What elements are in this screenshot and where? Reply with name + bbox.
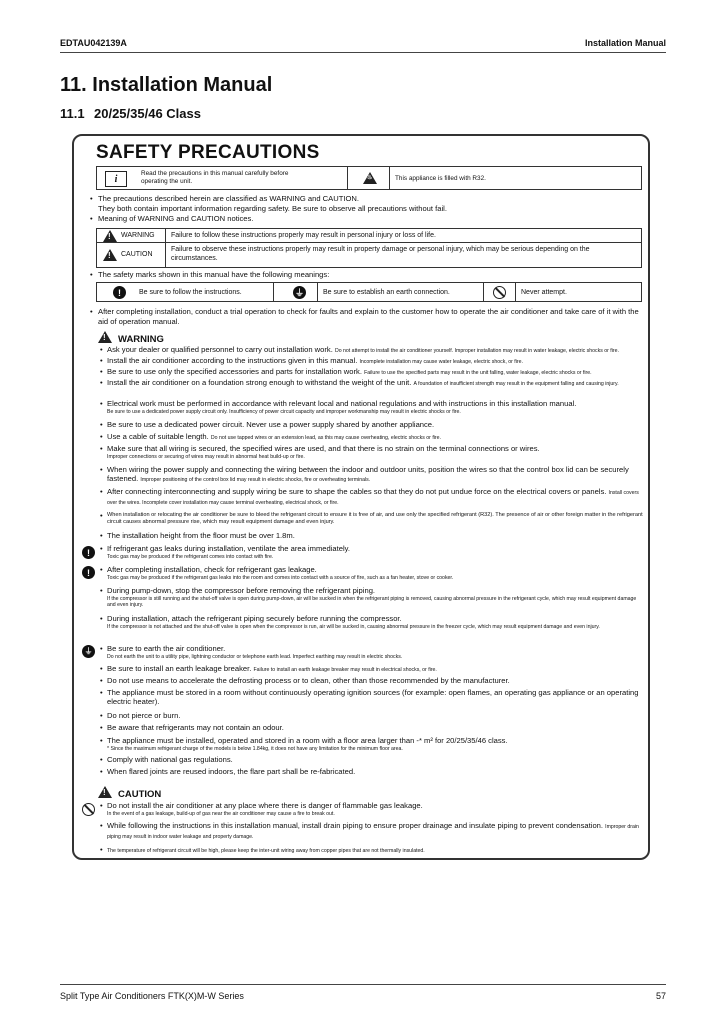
bullet-item: They both contain important information regarding safety. Be sure to observe all precautions without fail. [98, 204, 447, 213]
caution-item: • While following the instructions in this installation manual, install drain piping to ensure proper drainage and insulate piping to prevent condensation. Improper drain piping may result in indoor water leakage and property damage. [100, 821, 639, 840]
warning-item: • Install the air conditioner according to the instructions given in this manual. Incomplete installation may cause water leakage, electric shock, or fire. [100, 356, 523, 365]
safety-title: SAFETY PRECAUTIONS [96, 142, 320, 163]
warning-item: • Ask your dealer or qualified personnel to carry out installation work. Do not attempt to install the air conditioner yourself. Improper installation may result in water leakage, electric shocks or fire. [100, 345, 619, 354]
page-title: 11. Installation Manual [60, 74, 273, 96]
warning-item: • Make sure that all wiring is secured, the specified wires are used, and that there is no strain on the terminal connections or wires. Improper connections or securing of wires may result in abnormal heat build-up or fire. [100, 444, 540, 460]
bullet-item: • The precautions described herein are classified as WARNING and CAUTION. [90, 194, 359, 203]
warning-item: • When installation or relocating the air conditioner be sure to bleed the refrigerant circuit to ensure it is free of air, and use only the specified refrigerant (R32). The presence of air or other foreign matter in the refrigerant circuit causes abnormal pressure rise, which may result equipment damage and even injury. [100, 511, 643, 525]
section-number: 11.1 [60, 106, 85, 121]
r32-text: This appliance is filled with R32. [395, 175, 486, 182]
warning-item: • The appliance must be installed, operated and stored in a room with a floor area larger than -* m² for 20/25/35/46 class. * Since the maximum refrigerant charge of the models is below 1.84kg, it does not have any limitation for the minimum floor area. [100, 736, 508, 752]
warning-item: • Use a cable of suitable length. Do not use tapped wires or an extension lead, as this may cause overheating, electric shocks or fire. [100, 432, 441, 441]
caution-item: • Do not install the air conditioner at any place where there is danger of flammable gas leakage. In the event of a gas leakage, build-up of gas near the air conditioner may cause a fire to break out. [100, 801, 423, 817]
marks-row [96, 282, 642, 302]
earth-icon: ⏚ [294, 288, 304, 298]
section-text: 20/25/35/46 Class [94, 106, 201, 121]
caution-label: CAUTION [121, 251, 153, 258]
caution-meaning: Failure to observe these instructions properly may result in property damage or personal injury, which may be serious depending on the circumstances. [171, 246, 590, 262]
flammable-icon [363, 172, 377, 184]
mark-earth-text: Be sure to establish an earth connection. [323, 289, 450, 296]
warning-icon [98, 331, 112, 343]
warning-item: • If refrigerant gas leaks during installation, ventilate the area immediately. Toxic gas may be produced if the refrigerant comes into contact with fire. [100, 544, 350, 560]
warning-item: • Be aware that refrigerants may not contain an odour. [100, 723, 284, 732]
doc-type: Installation Manual [584, 38, 666, 48]
warning-icon [103, 230, 117, 242]
warning-item: • When flared joints are reused indoors, the flare part shall be re-fabricated. [100, 767, 356, 776]
warning-item: • Be sure to earth the air conditioner. Do not earth the unit to a utility pipe, lightning conductor or telephone earth lead. Imperfect earthing may result in electric shocks. [100, 644, 403, 660]
caution-item: • The temperature of refrigerant circuit will be high, please keep the inter-unit wiring away from copper pipes that are not thermally insulated. [100, 845, 425, 854]
warning-item: • When wiring the power supply and connecting the wiring between the indoor and outdoor units, position the wires so that the control box lid can be securely fastened. Improper positioning of the control box lid may result in electric shocks, fire or overheating terminals. [100, 465, 629, 483]
warning-item: • After completing installation, check for refrigerant gas leakage. Toxic gas may be produced if the refrigerant gas leaks into the room and comes into contact with a source of fire, such as a fan heater, stove or cooker. [100, 565, 454, 581]
prohibited-icon [82, 803, 95, 816]
mark-never-text: Never attempt. [521, 289, 567, 296]
section-title [60, 106, 201, 121]
warning-item: • During installation, attach the refrigerant piping securely before running the compressor. If the compressor is not attached and the shut-off valve is open when the compressor is run, air will be sucked in, causing abnormal pressure in the freezer cycle, which may result equipment damage and even injury. [100, 614, 600, 630]
warning-item: • Install the air conditioner on a foundation strong enough to withstand the weight of the unit. A foundation of insufficient strength may result in the equipment falling and causing injury. [100, 378, 619, 387]
warning-heading: !WARNING [98, 331, 164, 345]
page-header [60, 36, 666, 53]
intro-row [96, 166, 642, 190]
warning-item: • The appliance must be stored in a room without continuously operating ignition sources (for example: open flames, an operating gas appliance or an operating electric heater). [100, 688, 639, 706]
warning-label: WARNING [121, 232, 155, 239]
bullet-item: • The safety marks shown in this manual have the following meanings: [90, 270, 330, 279]
caution-icon [103, 249, 117, 261]
warning-item: • Electrical work must be performed in accordance with relevant local and national regulations and with instructions in this installation manual. Be sure to use a dedicated power supply circuit only. Insufficiency of power circuit capacity and improper workmanship may result in electric shocks or fire. [100, 399, 577, 415]
warning-item: • The installation height from the floor must be over 1.8m. [100, 531, 295, 540]
warning-item: • Comply with national gas regulations. [100, 755, 233, 764]
footer-series: Split Type Air Conditioners FTK(X)M-W Series [60, 991, 244, 1001]
mark-follow-text: Be sure to follow the instructions. [139, 289, 242, 296]
earth-icon: ⏚ [82, 645, 95, 658]
bullet-item: • Meaning of WARNING and CAUTION notices. [90, 214, 254, 223]
book-icon: i [105, 171, 127, 187]
warning-item: • After connecting interconnecting and supply wiring be sure to shape the cables so that they do not put undue force on the electrical covers or panels. Install covers over the wires. Incomplete cover installation may cause terminal overheating, electrical shock, or fire. [100, 487, 639, 506]
read-precautions-text: Read the precautions in this manual carefully before operating the unit. [141, 170, 289, 185]
caution-icon [98, 786, 112, 798]
warning-item: • Be sure to use a dedicated power circuit. Never use a power supply shared by another appliance. [100, 420, 435, 429]
warning-meaning: Failure to follow these instructions properly may result in personal injury or loss of life. [171, 232, 436, 239]
meaning-table [96, 228, 642, 268]
caution-heading: !CAUTION [98, 786, 161, 800]
warning-item: • During pump-down, stop the compressor before removing the refrigerant piping. If the compressor is still running and the shut-off valve is open during pump-down, air will be sucked in when the refrigerant piping is removed, causing abnormal pressure in the refrigerant cycle, which may result equipment damage and even injury. [100, 586, 637, 608]
page-footer [60, 984, 666, 1005]
warning-item: • Be sure to use only the specified accessories and parts for installation work. Failure to use the specified parts may result in the unit falling, water leakage, electric shocks or fire. [100, 367, 592, 376]
mandatory-icon: ! [82, 566, 95, 579]
mandatory-icon: ! [82, 546, 95, 559]
warning-item: • Do not pierce or burn. [100, 711, 181, 720]
doc-id: EDTAU042139A [60, 38, 127, 48]
prohibited-icon [493, 286, 506, 299]
warning-item: • Do not use means to accelerate the defrosting process or to clean, other than those recommended by the manufacturer. [100, 676, 510, 685]
mandatory-icon: ! [113, 286, 126, 299]
warning-item: • Be sure to install an earth leakage breaker. Failure to install an earth leakage breaker may result in electrical shocks, or fire. [100, 664, 437, 673]
bullet-item: • After completing installation, conduct a trial operation to check for faults and explain to the customer how to operate the air conditioner and take care of it with the aid of operation manual. [90, 307, 639, 326]
safety-box [72, 134, 650, 860]
page-number: 57 [655, 991, 666, 1001]
